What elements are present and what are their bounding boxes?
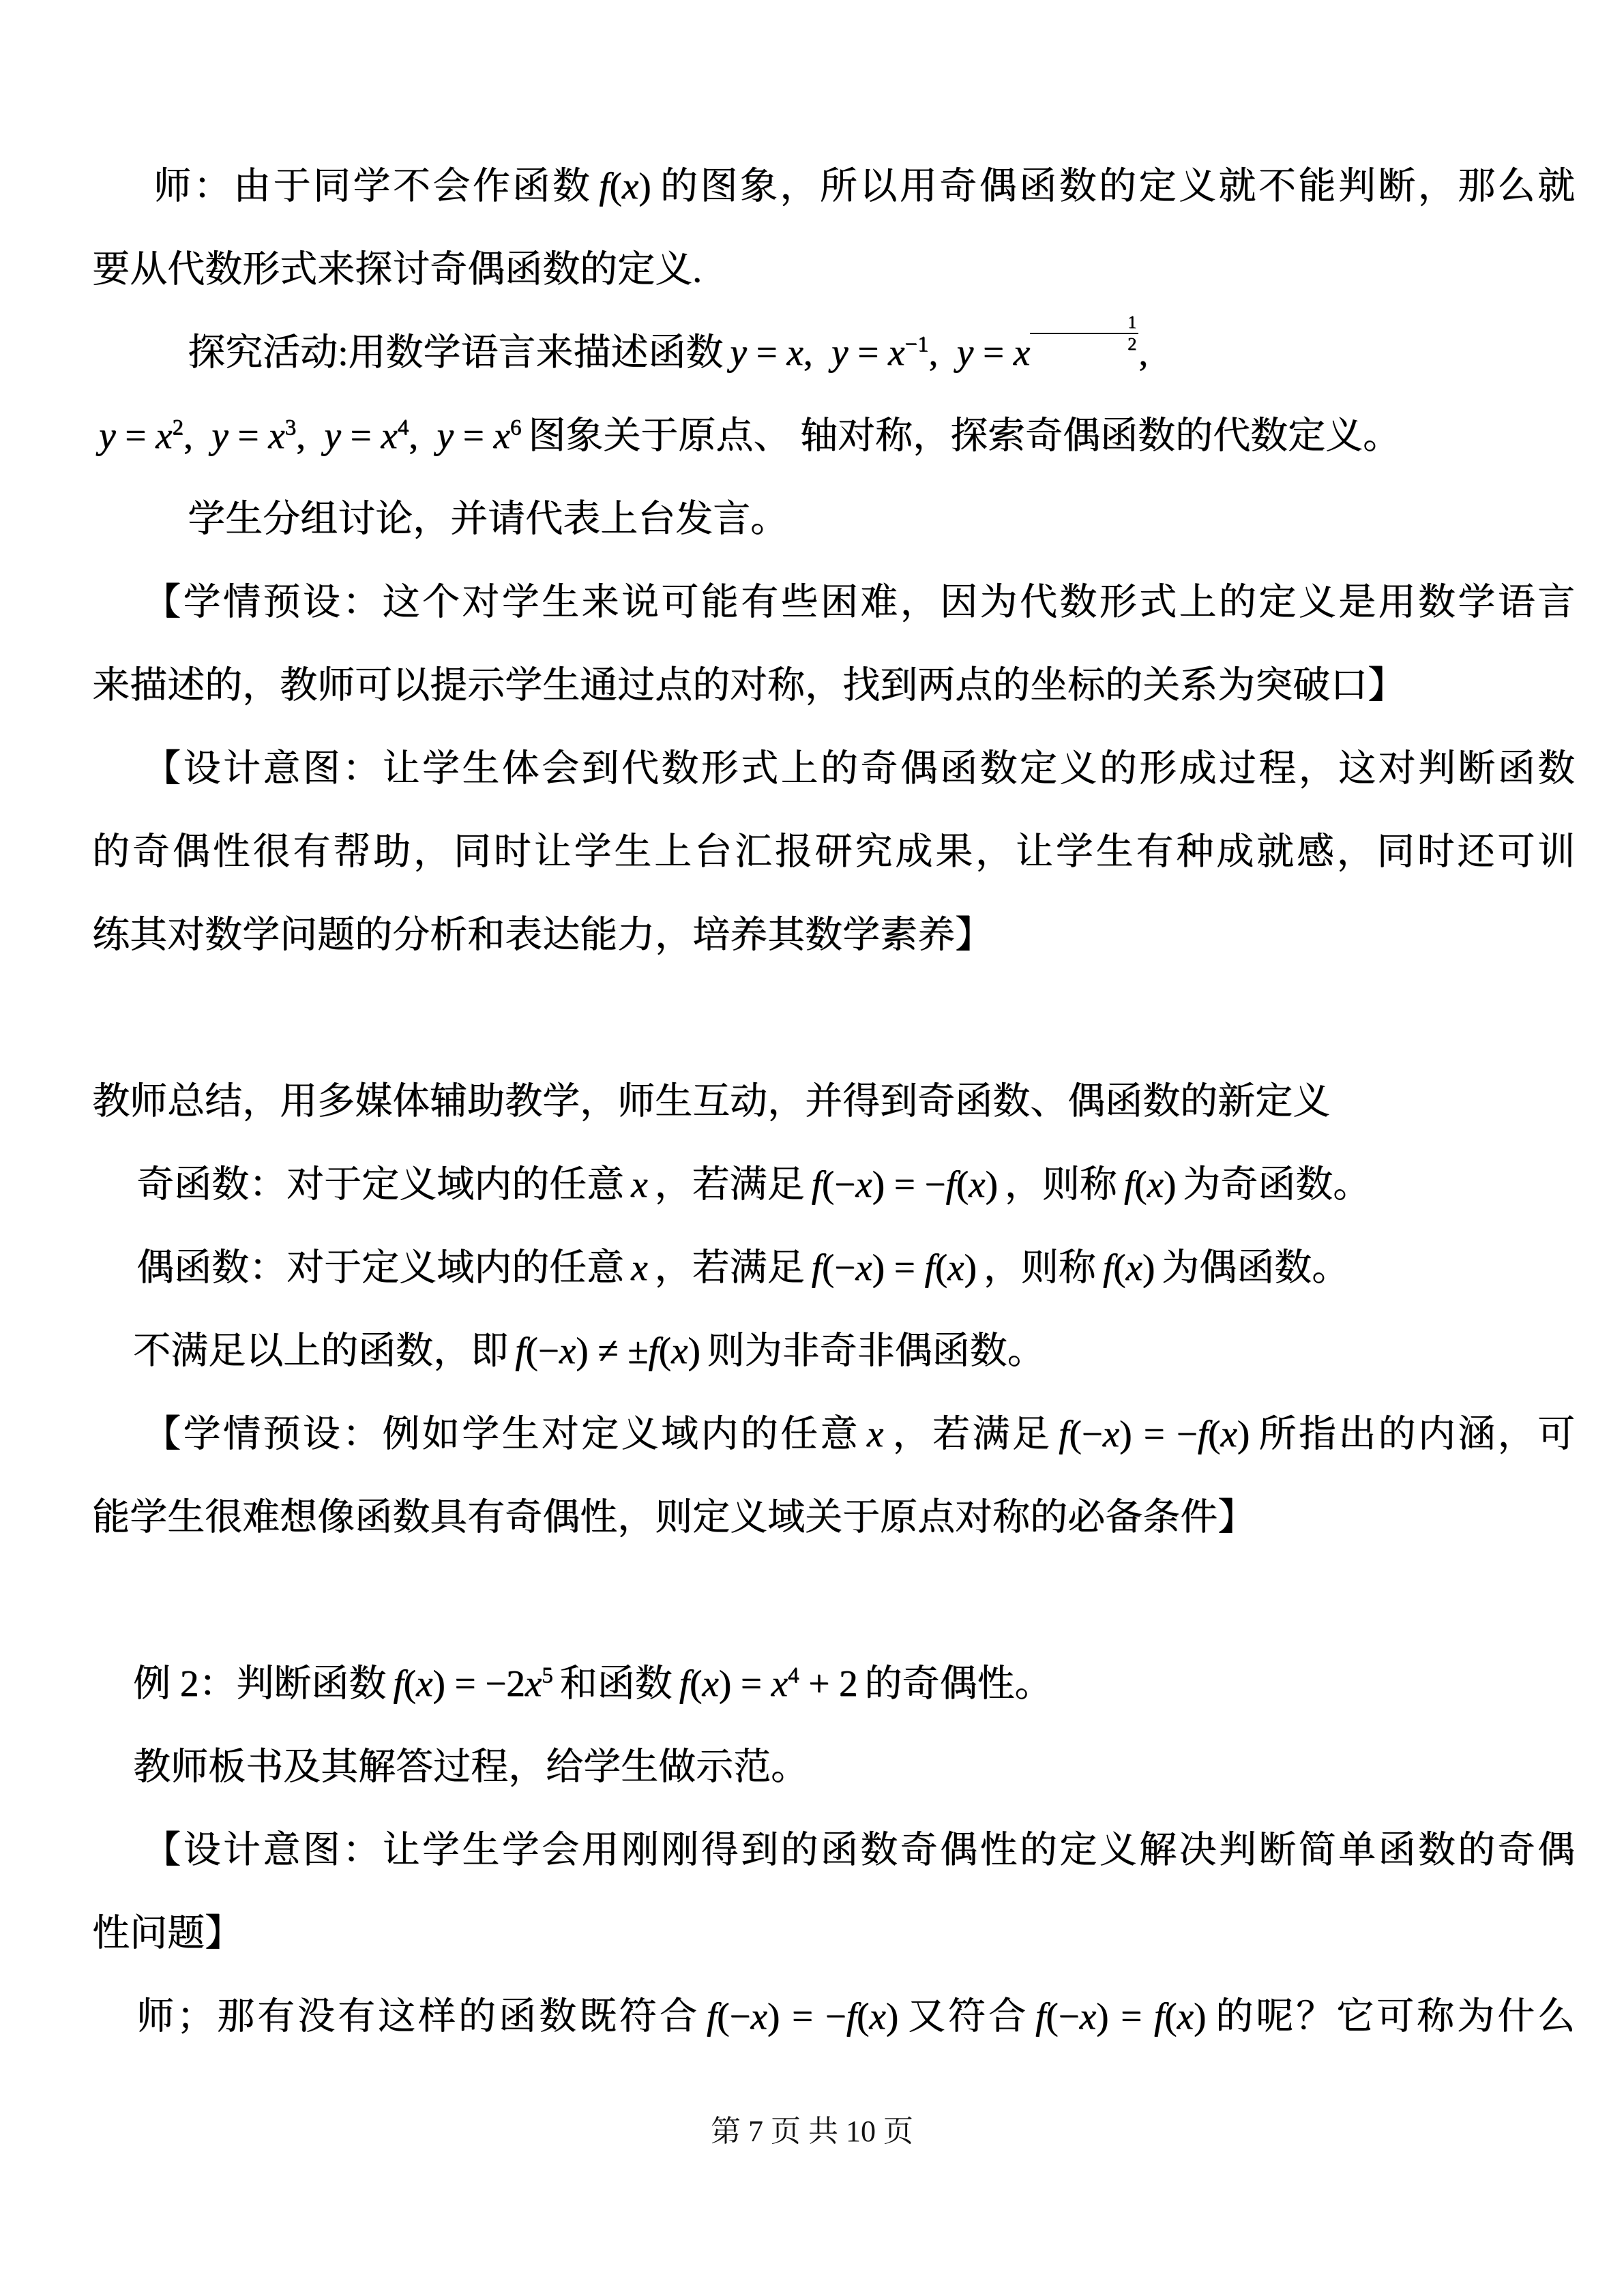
text-run: 【学情预设：这个对学生来说可能有些困难，因为代数形式上的定义是用数学语言: [143, 581, 1575, 623]
text-run: 要从代数形式来探讨奇偶函数的定义.: [92, 248, 702, 290]
math-variable: x: [947, 1247, 964, 1288]
math-variable: x: [631, 1247, 648, 1288]
text-run: 【设计意图：让学生体会到代数形式上的奇偶函数定义的形成过程，这对判断函数: [143, 747, 1575, 789]
math-operator: (: [1164, 1995, 1177, 2037]
text-run: 的奇偶性很有帮助，同时让学生上台汇报研究成果，让学生有种成就感，同时还可训: [92, 831, 1575, 872]
math-variable: x: [1125, 1247, 1142, 1288]
text-run: 来描述的，教师可以提示学生通过点的对称，找到两点的坐标的关系为突破口】: [92, 664, 1406, 706]
math-operator: ): [638, 165, 651, 207]
fraction-numerator: 1: [1030, 312, 1138, 334]
text-run: 偶函数：对于定义域内的任意: [136, 1247, 625, 1288]
text-line: [92, 1476, 1575, 1559]
fraction-denominator: 2: [1127, 333, 1137, 354]
math-operator: (: [689, 1663, 703, 1704]
math-variable: f: [515, 1330, 526, 1371]
math-formula: [723, 312, 1155, 373]
text-line: [92, 893, 1575, 976]
text-line: [92, 1642, 1575, 1725]
math-operator: ) ≠ ±: [576, 1330, 649, 1371]
text-run: 教师板书及其解答过程，给学生做示范。: [133, 1746, 809, 1787]
page-footer: 第 7 页 共 10 页: [711, 2115, 913, 2148]
math-variable: y: [831, 331, 848, 373]
math-variable: f: [924, 1247, 935, 1288]
text-run: ，若满足: [890, 1413, 1052, 1455]
math-superscript: −1: [904, 332, 929, 357]
math-operator: ) =: [872, 1247, 925, 1288]
math-variable: x: [268, 415, 285, 456]
math-variable: x: [702, 1663, 719, 1704]
math-variable: f: [1197, 1413, 1208, 1455]
math-formula: [1117, 1163, 1183, 1205]
math-variable: y: [324, 415, 341, 456]
math-superscript: 5: [542, 1663, 553, 1688]
math-variable: x: [750, 1995, 767, 2037]
text-run: 【学情预设：例如学生对定义域内的任意: [143, 1413, 860, 1455]
text-run: 又符合: [904, 1995, 1029, 2037]
math-operator: (−: [821, 1163, 856, 1205]
math-variable: x: [525, 1663, 542, 1704]
text-run: 图象关于原点、 轴对称，探索奇偶函数的代数定义。: [528, 415, 1401, 456]
math-variable: f: [1102, 1247, 1113, 1288]
math-formula: [624, 1163, 654, 1205]
math-operator: ) =: [1095, 1995, 1154, 2037]
text-run: 练其对数学问题的分析和表达能力，培养其数学素养】: [92, 914, 993, 955]
text-run: 【设计意图：让学生学会用刚刚得到的函数奇偶性的定义解决判断简单函数的奇偶: [143, 1829, 1575, 1870]
math-variable: f: [811, 1247, 822, 1288]
text-run: ，若满足: [654, 1247, 805, 1288]
math-variable: x: [155, 415, 173, 456]
math-formula: [1052, 1413, 1256, 1455]
math-operator: ) =: [718, 1663, 771, 1704]
math-variable: f: [811, 1163, 822, 1205]
math-variable: y: [437, 415, 454, 456]
text-run: 的奇偶性。: [864, 1663, 1052, 1704]
math-variable: x: [1220, 1413, 1237, 1455]
math-operator: (−: [1046, 1995, 1080, 2037]
math-variable: x: [559, 1330, 576, 1371]
math-operator: ): [688, 1330, 700, 1371]
math-variable: x: [621, 165, 639, 207]
math-formula: [804, 1163, 1004, 1205]
text-line: [92, 1975, 1575, 2058]
math-operator: (−: [525, 1330, 559, 1371]
text-run: 为奇函数。: [1183, 1163, 1371, 1205]
math-operator: ) = −2: [432, 1663, 525, 1704]
math-variable: f: [1058, 1413, 1069, 1455]
math-operator: ): [964, 1247, 977, 1288]
text-line: [92, 1392, 1575, 1476]
math-operator: (: [1207, 1413, 1221, 1455]
math-operator: ): [885, 1995, 898, 2037]
text-line: [92, 311, 1575, 394]
math-variable: x: [1177, 1995, 1194, 2037]
text-run: 不满足以上的函数，即: [133, 1330, 509, 1371]
text-run: 师；那有没有这样的函数既符合: [136, 1995, 700, 2037]
math-operator: ,: [409, 415, 437, 456]
text-run: 师：由于同学不会作函数: [153, 165, 593, 207]
math-variable: f: [1123, 1163, 1135, 1205]
math-operator: (−: [717, 1995, 751, 2037]
math-variable: f: [1035, 1995, 1046, 2037]
text-run: 所指出的内涵，可: [1256, 1413, 1575, 1455]
text-run: 则为非奇非偶函数。: [707, 1330, 1045, 1371]
math-operator: (: [1134, 1163, 1147, 1205]
math-operator: (: [609, 165, 622, 207]
math-variable: f: [1153, 1995, 1165, 2037]
math-operator: =: [453, 415, 494, 456]
math-operator: ,: [928, 331, 957, 373]
math-variable: y: [99, 415, 116, 456]
math-operator: ): [1142, 1247, 1155, 1288]
math-superscript: 4: [397, 415, 409, 441]
math-variable: x: [1102, 1413, 1120, 1455]
text-line: [92, 1725, 1575, 1808]
text-run: 探究活动:用数学语言来描述函数: [188, 331, 724, 373]
math-variable: x: [869, 1995, 886, 2037]
math-variable: x: [855, 1163, 872, 1205]
text-line: [92, 727, 1575, 810]
text-line: [92, 1143, 1575, 1226]
math-formula: [673, 1663, 865, 1704]
math-operator: ,: [183, 415, 212, 456]
blank-line: [92, 1559, 1575, 1642]
text-run: 为偶函数。: [1162, 1247, 1350, 1288]
math-operator: (: [403, 1663, 416, 1704]
math-operator: =: [746, 331, 787, 373]
math-operator: =: [848, 331, 888, 373]
math-operator: ): [1163, 1163, 1177, 1205]
math-variable: x: [968, 1163, 986, 1205]
math-operator: (: [956, 1163, 969, 1205]
math-operator: =: [115, 415, 156, 456]
math-variable: x: [381, 415, 398, 456]
text-run: ，若满足: [654, 1163, 805, 1205]
text-run: ，则称: [1004, 1163, 1117, 1205]
math-variable: y: [730, 331, 747, 373]
math-formula: [624, 1247, 654, 1288]
text-line: [92, 644, 1575, 727]
math-formula: [1029, 1995, 1213, 2037]
math-superscript: 4: [787, 1663, 799, 1688]
math-formula: [860, 1413, 890, 1455]
text-line: [92, 810, 1575, 893]
math-operator: ): [985, 1163, 998, 1205]
math-superscript: 2: [172, 415, 183, 441]
math-operator: =: [973, 331, 1014, 373]
math-variable: f: [648, 1330, 659, 1371]
math-variable: x: [786, 331, 803, 373]
text-run: 能学生很难想像函数具有奇偶性，则定义域关于原点对称的必备条件】: [92, 1496, 1256, 1538]
text-line: [92, 477, 1575, 561]
math-operator: ) = −: [872, 1163, 946, 1205]
math-variable: x: [493, 415, 510, 456]
text-line: [92, 1309, 1575, 1392]
math-operator: =: [340, 415, 381, 456]
math-operator: (−: [1069, 1413, 1103, 1455]
math-operator: ,: [1138, 331, 1148, 373]
math-variable: f: [846, 1995, 857, 2037]
math-variable: x: [631, 1163, 648, 1205]
math-operator: (: [1113, 1247, 1126, 1288]
text-run: 和函数: [559, 1663, 673, 1704]
math-variable: y: [956, 331, 974, 373]
math-variable: x: [1079, 1995, 1096, 2037]
math-variable: x: [887, 331, 905, 373]
math-fraction-exponent: [1030, 312, 1138, 354]
math-operator: (−: [821, 1247, 856, 1288]
document-body: [92, 145, 1575, 2058]
text-run: 学生分组讨论，并请代表上台发言。: [188, 498, 788, 539]
text-line: [92, 145, 1575, 228]
text-run: 的图象，所以用奇偶函数的定义就不能判断，那么就: [658, 165, 1575, 207]
math-formula: [804, 1247, 983, 1288]
math-superscript: 6: [510, 415, 522, 441]
math-operator: (: [934, 1247, 947, 1288]
math-operator: (: [658, 1330, 671, 1371]
text-line: [92, 228, 1575, 311]
math-operator: ): [1237, 1413, 1250, 1455]
math-variable: x: [1013, 331, 1031, 373]
text-run: ，则称: [983, 1247, 1096, 1288]
math-variable: x: [866, 1413, 884, 1455]
math-variable: f: [679, 1663, 690, 1704]
math-variable: x: [670, 1330, 688, 1371]
math-formula: [92, 415, 528, 456]
math-variable: x: [771, 1663, 788, 1704]
text-line: [92, 1060, 1575, 1143]
math-superscript: 3: [284, 415, 296, 441]
math-variable: f: [945, 1163, 956, 1205]
math-formula: [700, 1995, 905, 2037]
math-operator: ) = −: [767, 1995, 846, 2037]
text-line: [92, 1892, 1575, 1975]
math-formula: [592, 165, 658, 207]
math-formula: [386, 1663, 559, 1704]
math-variable: f: [599, 165, 610, 207]
text-run: 例 2：判断函数: [133, 1663, 387, 1704]
text-run: 教师总结，用多媒体辅助教学，师生互动，并得到奇函数、偶函数的新定义: [92, 1080, 1331, 1122]
math-formula: [1096, 1247, 1162, 1288]
math-operator: =: [228, 415, 269, 456]
text-run: 奇函数：对于定义域内的任意: [136, 1163, 625, 1205]
text-line: [92, 1226, 1575, 1309]
math-variable: x: [1147, 1163, 1164, 1205]
math-operator: ,: [803, 331, 831, 373]
math-operator: ) = −: [1119, 1413, 1198, 1455]
text-run: 的呢？它可称为什么: [1213, 1995, 1575, 2037]
blank-line: [92, 976, 1575, 1060]
math-variable: f: [393, 1663, 404, 1704]
math-operator: ): [1193, 1995, 1207, 2037]
text-line: [92, 1808, 1575, 1892]
text-line: [92, 561, 1575, 644]
math-operator: ,: [296, 415, 325, 456]
math-variable: x: [855, 1247, 872, 1288]
math-operator: (: [856, 1995, 870, 2037]
math-variable: x: [415, 1663, 433, 1704]
math-variable: f: [706, 1995, 718, 2037]
math-operator: + 2: [799, 1663, 858, 1704]
math-variable: y: [211, 415, 228, 456]
text-line: [92, 394, 1575, 477]
text-run: 性问题】: [92, 1912, 243, 1954]
math-formula: [508, 1330, 707, 1371]
